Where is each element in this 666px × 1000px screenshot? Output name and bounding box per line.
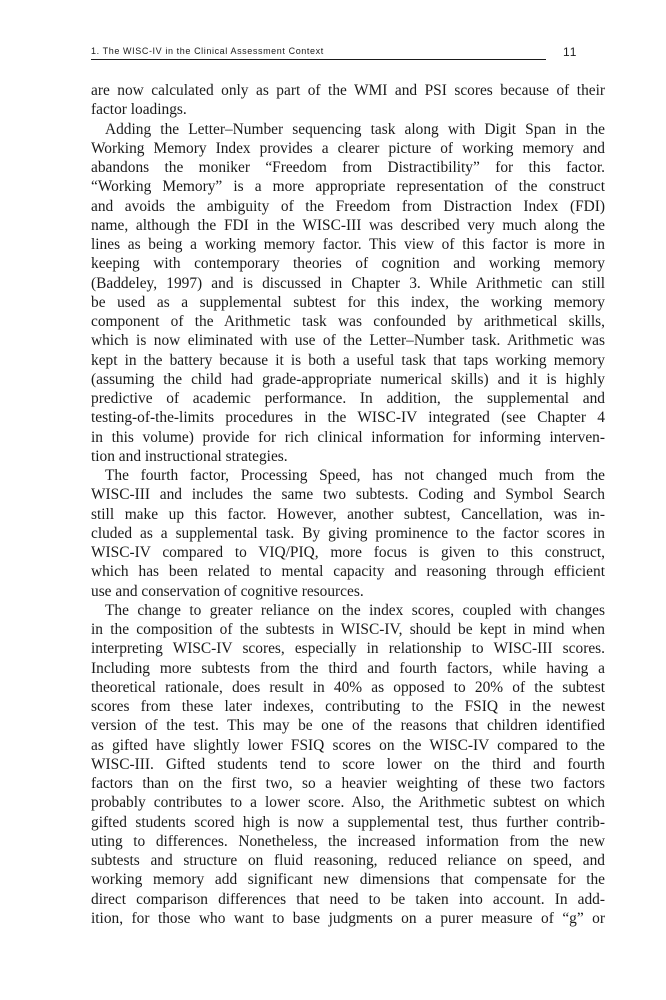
text-line: WISC-III. Gifted students tend to score lower on the third and fourth [91, 755, 605, 773]
text-line: name, although the FDI in the WISC-III was described very much along the [91, 216, 605, 234]
text-line: still make up this factor. However, another subtest, Cancellation, was in- [91, 505, 605, 523]
text-line: uting to differences. Nonetheless, the increased information from the new [91, 832, 605, 850]
text-line: WISC-III and includes the same two subtests. Coding and Symbol Search [91, 486, 605, 504]
text-line: gifted students scored high is now a supplemental test, thus further contrib- [91, 813, 605, 831]
text-line: factor loadings. [91, 101, 187, 119]
text-line: which is now eliminated with use of the Letter–Number task. Arithmetic was [91, 332, 605, 350]
text-line: are now calculated only as part of the WMI and PSI scores because of their [91, 82, 605, 99]
text-line: ition, for those who want to base judgments on a purer measure of “g” or [91, 909, 605, 927]
text-line: tion and instructional strategies. [91, 447, 288, 465]
text-line: and avoids the ambiguity of the Freedom from Distraction Index (FDI) [91, 197, 605, 215]
text-line: lines as being a working memory factor. This view of this factor is more in [91, 236, 605, 253]
text-line: as gifted have slightly lower FSIQ scores on the WISC-IV compared to the [91, 736, 605, 754]
text-line: abandons the moniker “Freedom from Distractibility” for this factor. [91, 159, 605, 176]
page-number: 11 [563, 45, 578, 59]
text-line: “Working Memory” is a more appropriate representation of the construct [91, 178, 605, 196]
running-title: 1. The WISC-IV in the Clinical Assessment Context [91, 46, 324, 56]
text-line: theoretical rationale, does result in 40% as opposed to 20% of the subtest [91, 678, 605, 696]
text-line: be used as a supplemental subtest for this index, the working memory [91, 293, 605, 311]
text-line: which has been related to mental capacity and reasoning through efficient [91, 563, 605, 581]
text-line: WISC-IV compared to VIQ/PIQ, more focus is given to this construct, [91, 544, 605, 561]
text-line: probably contributes to a lower score. Also, the Arithmetic subtest on which [91, 794, 605, 812]
text-line: (Baddeley, 1997) and is discussed in Chapter 3. While Arithmetic can still [91, 274, 605, 292]
text-line: direct comparison differences that need to be taken into account. In add- [91, 890, 605, 908]
text-line: version of the test. This may be one of the reasons that children identified [91, 717, 605, 735]
paragraph-4 [91, 601, 605, 928]
text-line: keeping with contemporary theories of cognition and working memory [91, 255, 605, 273]
text-line: component of the Arithmetic task was confounded by arithmetical skills, [91, 313, 605, 330]
text-line: The change to greater reliance on the index scores, coupled with changes [105, 601, 605, 619]
text-line: cluded as a supplemental task. By giving prominence to the factor scores in [91, 524, 605, 542]
text-line: (assuming the child had grade-appropriate numerical skills) and it is highly [91, 370, 605, 388]
text-line: Adding the Letter–Number sequencing task along with Digit Span in the [105, 120, 605, 138]
text-line: use and conservation of cognitive resources. [91, 582, 364, 600]
text-line: kept in the battery because it is both a useful task that taps working memory [91, 351, 605, 369]
paragraph-1 [91, 81, 605, 120]
body-text [91, 81, 605, 928]
text-line: predictive of academic performance. In addition, the supplemental and [91, 390, 605, 407]
text-line: scores from these later indexes, contributing to the FSIQ in the newest [91, 698, 605, 715]
text-line: in this volume) provide for rich clinical information for informing interven- [91, 428, 605, 446]
text-line: Working Memory Index provides a clearer picture of working memory and [91, 139, 605, 157]
text-line: subtests and structure on fluid reasoning, reduced reliance on speed, and [91, 852, 605, 869]
paragraph-2 [91, 120, 605, 467]
running-head [91, 43, 546, 60]
text-line: working memory add significant new dimensions that compensate for the [91, 871, 605, 889]
text-line: factors than on the first two, so a heavier weighting of these two factors [91, 775, 605, 792]
text-line: Including more subtests from the third and fourth factors, while having a [91, 659, 605, 677]
text-line: The fourth factor, Processing Speed, has not changed much from the [105, 467, 605, 484]
text-line: interpreting WISC-IV scores, especially in relationship to WISC-III scores. [91, 640, 605, 658]
paragraph-3 [91, 466, 605, 601]
text-line: testing-of-the-limits procedures in the WISC-IV integrated (see Chapter 4 [91, 409, 605, 427]
text-line: in the composition of the subtests in WISC-IV, should be kept in mind when [91, 621, 605, 638]
